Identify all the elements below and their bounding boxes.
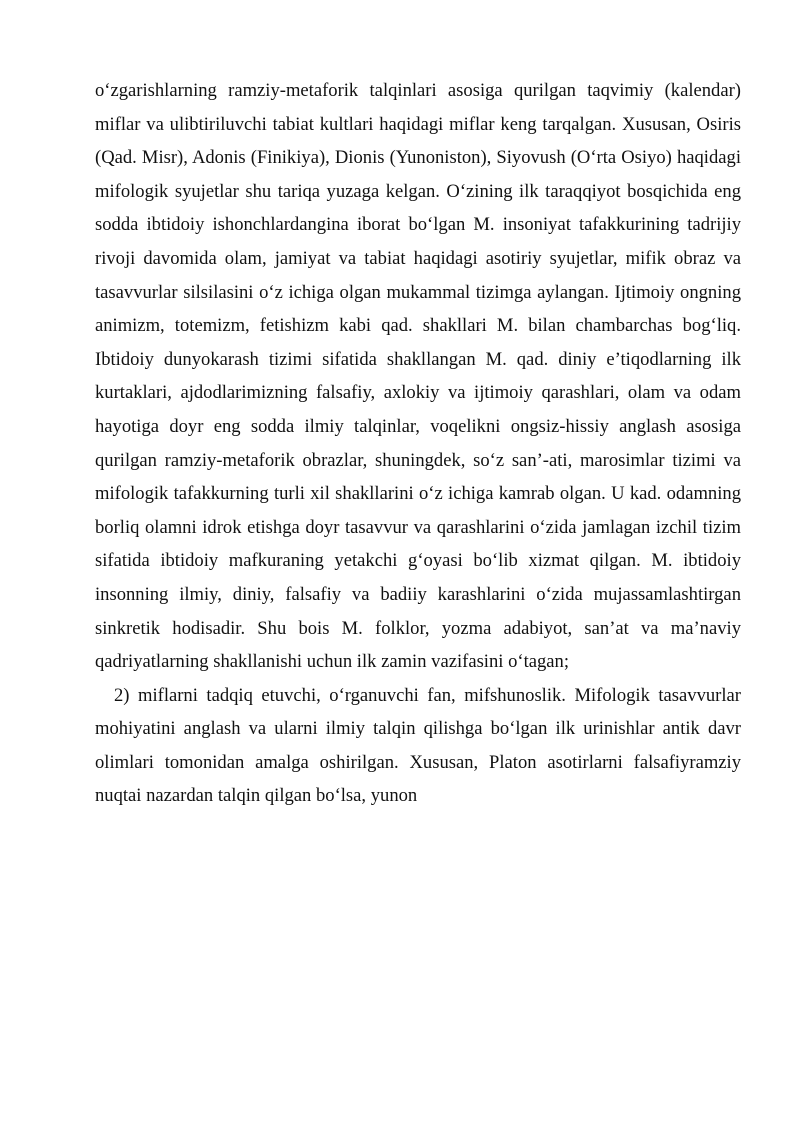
body-text bbox=[95, 74, 741, 813]
paragraph-item-2: 2) miflarni tadqiq etuvchi, o‘rganuvchi fan, mifshunoslik. Mifologik tasavvurlar mohiyatini anglash va ularni ilmiy talqin qilishga bo‘lgan ilk urinishlar antik davr olimlari tomonidan amalga oshirilgan. Xususan, Platon asotirlarni falsafiyramziy nuqtai nazardan talqin qilgan bo‘lsa, yunon bbox=[95, 684, 741, 807]
paragraph-continuation: o‘zgarishlarning ramziy-metaforik talqinlari asosiga qurilgan taqvimiy (kalendar) miflar va ulibtiriluvchi tabiat kultlari haqidagi miflar keng tarqalgan. Xususan, Osiris (Qad. Misr), Adonis (Finikiya), Dionis (Yunoniston), Siyovush (O‘rta Osiyo) haqidagi mifologik syujetlar shu tariqa yuzaga kelgan. O‘zining ilk taraqqiyot bosqichida eng sodda ibtidoiy ishonchlardangina iborat bo‘lgan M. insoniyat tafakkurining tadrijiy rivoji davomida olam, jamiyat va tabiat haqidagi asotiriy syujetlar, mifik obraz va tasavvurlar silsilasini o‘z ichiga olgan mukammal tizimga aylangan. Ijtimoiy ongning animizm, totemizm, fetishizm kabi qad. shakllari M. bilan chambarchas bog‘liq. Ibtidoiy dunyokarash tizimi sifatida shakllangan M. qad. diniy e’tiqodlarning ilk kurtaklari, ajdodlarimizning falsafiy, axlokiy va ijtimoiy qarashlari, olam va odam hayotiga doyr eng sodda ilmiy talqinlar, voqelikni ongsiz-hissiy anglash asosiga qurilgan ramziy-metaforik obrazlar, shuningdek, so‘z san’-ati, marosimlar tizimi va mifologik tafakkurning turli xil shakllarini o‘z ichiga kamrab olgan. U kad. odamning borliq olamni idrok etishga doyr tasavvur va qarashlarini o‘zida jamlagan izchil tizim sifatida ibtidoiy mafkuraning yetakchi g‘oyasi bo‘lib xizmat qilgan. M. ibtidoiy insonning ilmiy, diniy, falsafiy va badiiy karashlarini o‘zida mujassamlashtirgan sinkretik hodisadir. Shu bois M. folklor, yozma adabiyot, san’at va ma’naviy qadriyatlarning shakllanishi uchun ilk zamin vazifasini o‘tagan; bbox=[95, 80, 741, 673]
